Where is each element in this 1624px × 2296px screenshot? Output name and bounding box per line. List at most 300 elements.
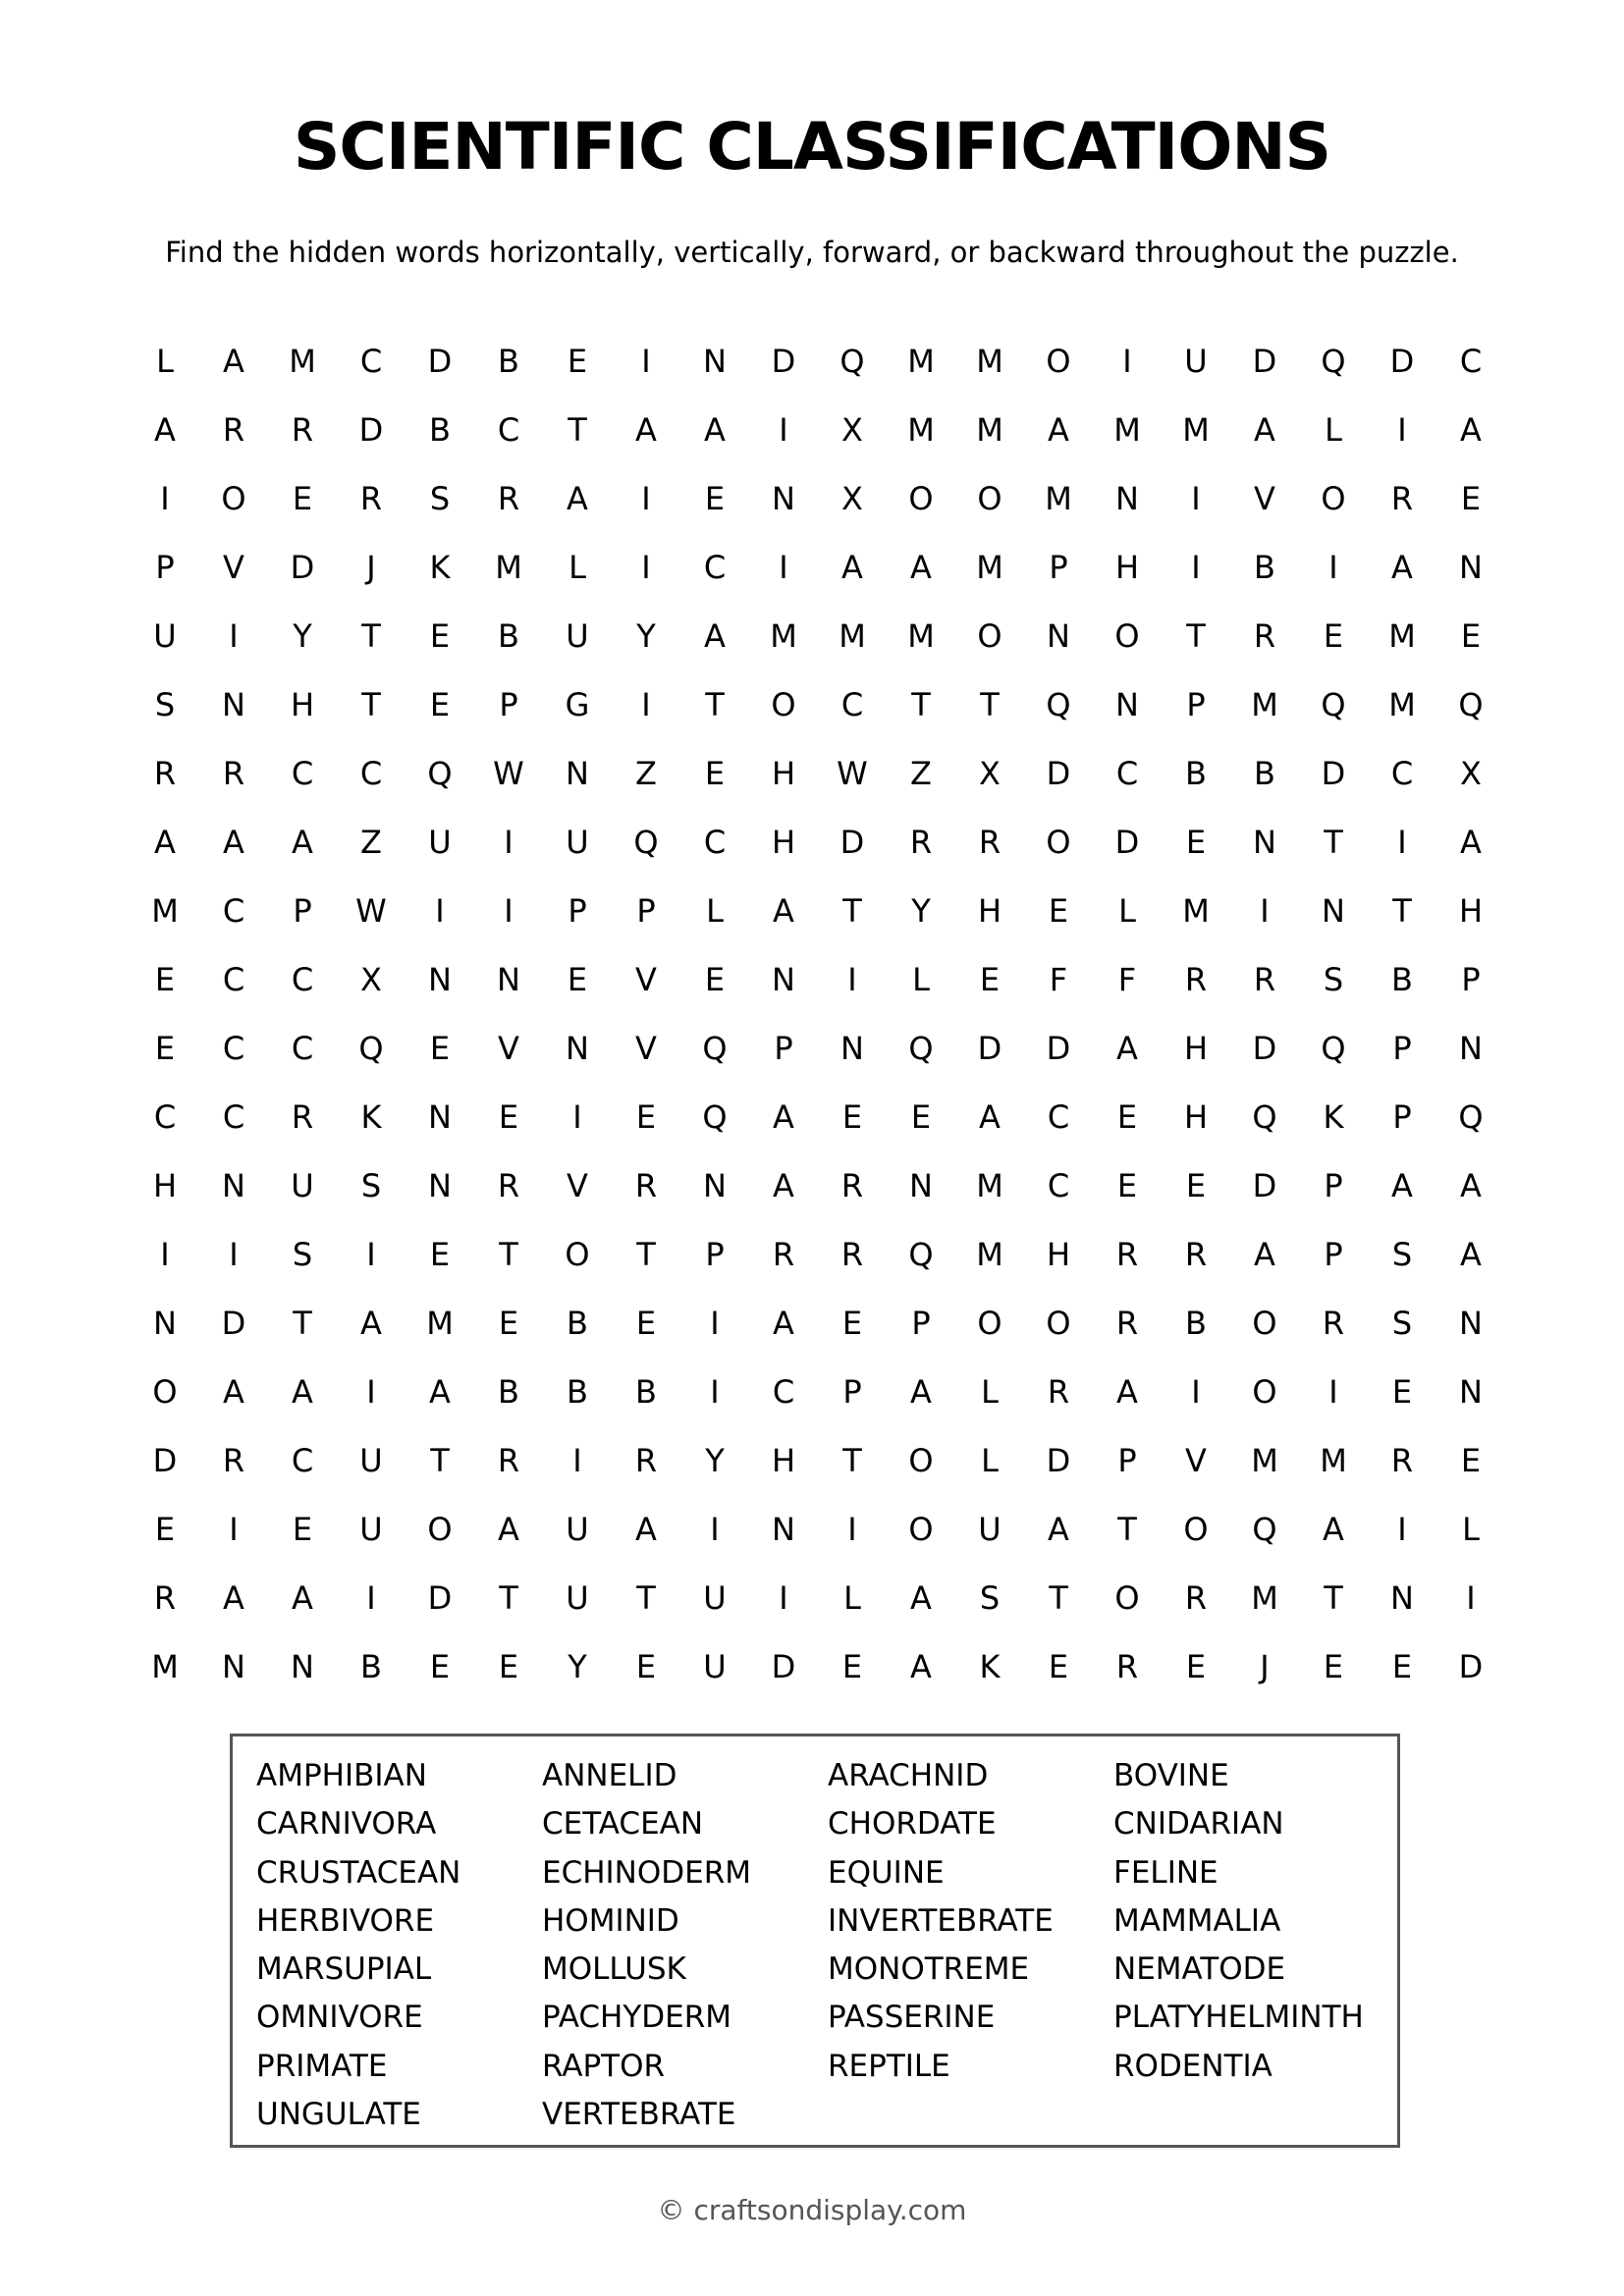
grid-cell: A bbox=[704, 411, 726, 449]
grid-cell: N bbox=[428, 1167, 452, 1204]
grid-cell: O bbox=[1046, 343, 1071, 380]
grid-cell: S bbox=[1323, 961, 1344, 998]
grid-cell: I bbox=[641, 343, 651, 380]
grid-cell: C bbox=[703, 824, 727, 861]
grid-cell: C bbox=[1047, 1098, 1070, 1136]
grid-cell: A bbox=[498, 1511, 519, 1548]
grid-cell: S bbox=[360, 1167, 382, 1204]
grid-cell: M bbox=[1182, 411, 1210, 449]
grid-cell: N bbox=[566, 1030, 589, 1067]
grid-cell: A bbox=[773, 1098, 794, 1136]
grid-cell: Q bbox=[633, 824, 659, 861]
grid-cell: H bbox=[771, 824, 796, 861]
grid-cell: K bbox=[1323, 1098, 1344, 1136]
grid-cell: M bbox=[1113, 411, 1141, 449]
grid-cell: V bbox=[223, 549, 244, 586]
grid-cell: L bbox=[1462, 1511, 1480, 1548]
grid-cell: F bbox=[1117, 961, 1137, 998]
grid-cell: P bbox=[1461, 961, 1481, 998]
grid-cell: R bbox=[497, 480, 520, 517]
grid-cell: C bbox=[291, 1030, 314, 1067]
grid-cell: E bbox=[498, 1098, 519, 1136]
grid-cell: O bbox=[1046, 824, 1071, 861]
grid-cell: E bbox=[1185, 1648, 1207, 1685]
grid-cell: I bbox=[1397, 824, 1407, 861]
grid-cell: T bbox=[293, 1305, 312, 1342]
grid-cell: V bbox=[1185, 1442, 1207, 1479]
grid-cell: H bbox=[1183, 1098, 1209, 1136]
grid-cell: A bbox=[635, 411, 657, 449]
grid-cell: E bbox=[1185, 824, 1207, 861]
grid-cell: L bbox=[843, 1579, 861, 1617]
grid-cell: C bbox=[222, 1098, 245, 1136]
grid-cell: D bbox=[839, 824, 865, 861]
grid-cell: B bbox=[567, 1373, 588, 1411]
grid-cell: W bbox=[493, 755, 524, 792]
grid-cell: H bbox=[977, 892, 1002, 930]
grid-cell: N bbox=[703, 1167, 727, 1204]
grid-cell: A bbox=[1254, 1236, 1275, 1273]
grid-cell: E bbox=[1323, 617, 1344, 655]
grid-cell: S bbox=[1391, 1236, 1413, 1273]
grid-cell: M bbox=[770, 617, 797, 655]
grid-cell: M bbox=[426, 1305, 454, 1342]
grid-cell: I bbox=[1260, 892, 1270, 930]
grid-cell: E bbox=[429, 1236, 451, 1273]
grid-cell: C bbox=[1390, 755, 1414, 792]
grid-cell: U bbox=[291, 1167, 314, 1204]
grid-cell: P bbox=[774, 1030, 793, 1067]
word-list-item: HERBIVORE bbox=[256, 1902, 435, 1939]
puzzle-title: SCIENTIFIC CLASSIFICATIONS bbox=[293, 109, 1331, 185]
grid-cell: E bbox=[292, 1511, 313, 1548]
grid-cell: V bbox=[1254, 480, 1275, 517]
grid-cell: T bbox=[1392, 892, 1412, 930]
grid-cell: G bbox=[565, 686, 590, 723]
grid-cell: N bbox=[222, 1167, 245, 1204]
grid-cell: A bbox=[223, 824, 244, 861]
grid-cell: R bbox=[153, 1579, 177, 1617]
grid-cell: D bbox=[152, 1442, 178, 1479]
grid-cell: C bbox=[291, 961, 314, 998]
word-list-item: CARNIVORA bbox=[256, 1806, 437, 1842]
grid-cell: Q bbox=[1458, 1098, 1484, 1136]
grid-cell: Q bbox=[1458, 686, 1484, 723]
grid-cell: E bbox=[635, 1305, 657, 1342]
grid-cell: Q bbox=[1046, 686, 1071, 723]
grid-cell: I bbox=[229, 617, 239, 655]
grid-cell: O bbox=[977, 480, 1002, 517]
grid-cell: E bbox=[1185, 1167, 1207, 1204]
grid-cell: V bbox=[635, 961, 657, 998]
grid-cell: D bbox=[427, 1579, 453, 1617]
grid-cell: Z bbox=[635, 755, 657, 792]
grid-cell: P bbox=[293, 892, 312, 930]
grid-cell: I bbox=[641, 686, 651, 723]
grid-cell: R bbox=[1253, 617, 1276, 655]
grid-cell: I bbox=[1397, 411, 1407, 449]
word-list-item: INVERTEBRATE bbox=[828, 1902, 1054, 1939]
grid-cell: R bbox=[772, 1236, 795, 1273]
grid-cell: R bbox=[978, 824, 1001, 861]
grid-cell: T bbox=[499, 1579, 518, 1617]
word-list-item: FELINE bbox=[1113, 1854, 1218, 1891]
grid-cell: I bbox=[1191, 1373, 1201, 1411]
grid-cell: Q bbox=[702, 1030, 728, 1067]
grid-cell: M bbox=[495, 549, 522, 586]
grid-cell: I bbox=[160, 1236, 170, 1273]
grid-cell: H bbox=[1183, 1030, 1209, 1067]
grid-cell: N bbox=[772, 480, 795, 517]
grid-cell: T bbox=[361, 686, 381, 723]
grid-cell: Q bbox=[908, 1236, 934, 1273]
grid-cell: E bbox=[429, 1648, 451, 1685]
grid-cell: M bbox=[1388, 686, 1416, 723]
grid-cell: D bbox=[1252, 1167, 1277, 1204]
grid-cell: U bbox=[1184, 343, 1208, 380]
grid-cell: I bbox=[641, 549, 651, 586]
grid-cell: Q bbox=[427, 755, 453, 792]
grid-cell: N bbox=[291, 1648, 314, 1685]
grid-cell: O bbox=[565, 1236, 590, 1273]
grid-cell: Z bbox=[910, 755, 932, 792]
grid-cell: I bbox=[572, 1098, 582, 1136]
grid-cell: E bbox=[1460, 1442, 1482, 1479]
grid-cell: A bbox=[773, 1305, 794, 1342]
grid-cell: U bbox=[703, 1579, 727, 1617]
grid-cell: Q bbox=[358, 1030, 384, 1067]
word-list-item: RODENTIA bbox=[1113, 2048, 1272, 2084]
grid-cell: R bbox=[1184, 1236, 1208, 1273]
grid-cell: E bbox=[704, 961, 726, 998]
grid-cell: E bbox=[154, 1511, 176, 1548]
grid-cell: I bbox=[366, 1236, 376, 1273]
grid-cell: C bbox=[359, 343, 383, 380]
grid-cell: A bbox=[1048, 411, 1069, 449]
grid-cell: C bbox=[772, 1373, 795, 1411]
grid-cell: E bbox=[1391, 1373, 1413, 1411]
grid-cell: R bbox=[1115, 1236, 1139, 1273]
grid-cell: T bbox=[568, 411, 587, 449]
grid-cell: D bbox=[1389, 343, 1415, 380]
grid-cell: R bbox=[222, 1442, 245, 1479]
grid-cell: B bbox=[1254, 755, 1275, 792]
grid-cell: C bbox=[291, 755, 314, 792]
grid-cell: R bbox=[359, 480, 383, 517]
grid-cell: N bbox=[1459, 1030, 1483, 1067]
grid-cell: Q bbox=[1321, 343, 1346, 380]
grid-cell: U bbox=[153, 617, 177, 655]
grid-cell: N bbox=[1459, 549, 1483, 586]
grid-cell: O bbox=[1183, 1511, 1209, 1548]
grid-cell: B bbox=[498, 617, 519, 655]
grid-cell: D bbox=[358, 411, 384, 449]
grid-cell: S bbox=[292, 1236, 313, 1273]
grid-cell: T bbox=[1324, 1579, 1343, 1617]
grid-cell: A bbox=[292, 1373, 313, 1411]
grid-cell: A bbox=[1391, 1167, 1413, 1204]
grid-cell: T bbox=[842, 1442, 862, 1479]
grid-cell: Q bbox=[1321, 686, 1346, 723]
grid-cell: K bbox=[979, 1648, 1001, 1685]
grid-cell: A bbox=[910, 1373, 932, 1411]
grid-cell: I bbox=[779, 411, 788, 449]
grid-cell: Y bbox=[911, 892, 931, 930]
grid-cell: L bbox=[912, 961, 930, 998]
grid-cell: C bbox=[1459, 343, 1483, 380]
grid-cell: M bbox=[907, 617, 935, 655]
word-list-item: UNGULATE bbox=[256, 2097, 421, 2133]
word-list-item: ARACHNID bbox=[828, 1758, 989, 1793]
grid-cell: N bbox=[840, 1030, 864, 1067]
grid-cell: Q bbox=[1252, 1511, 1277, 1548]
grid-cell: P bbox=[1324, 1236, 1343, 1273]
grid-cell: R bbox=[1390, 1442, 1414, 1479]
grid-cell: M bbox=[289, 343, 316, 380]
grid-cell: B bbox=[498, 1373, 519, 1411]
grid-cell: A bbox=[567, 480, 588, 517]
grid-cell: A bbox=[979, 1098, 1001, 1136]
grid-cell: I bbox=[1328, 1373, 1338, 1411]
grid-cell: M bbox=[151, 892, 179, 930]
grid-cell: H bbox=[1458, 892, 1484, 930]
grid-cell: D bbox=[1046, 1030, 1071, 1067]
grid-cell: H bbox=[771, 755, 796, 792]
grid-cell: K bbox=[360, 1098, 382, 1136]
grid-cell: E bbox=[1116, 1167, 1138, 1204]
grid-cell: T bbox=[430, 1442, 450, 1479]
grid-cell: M bbox=[1251, 1579, 1278, 1617]
grid-cell: E bbox=[154, 961, 176, 998]
grid-cell: X bbox=[841, 411, 863, 449]
grid-cell: B bbox=[1391, 961, 1413, 998]
grid-cell: E bbox=[429, 1030, 451, 1067]
grid-cell: A bbox=[292, 824, 313, 861]
word-list-item: CHORDATE bbox=[828, 1806, 997, 1842]
grid-cell: A bbox=[1116, 1030, 1138, 1067]
grid-cell: E bbox=[154, 1030, 176, 1067]
word-list-item: AMPHIBIAN bbox=[256, 1758, 427, 1793]
grid-cell: I bbox=[229, 1511, 239, 1548]
grid-cell: R bbox=[291, 411, 314, 449]
grid-cell: Q bbox=[908, 1030, 934, 1067]
grid-cell: R bbox=[497, 1167, 520, 1204]
word-list-item: PACHYDERM bbox=[542, 2000, 732, 2036]
word-list-box bbox=[230, 1734, 1400, 2148]
grid-cell: U bbox=[566, 617, 589, 655]
grid-cell: R bbox=[1047, 1373, 1070, 1411]
grid-cell: C bbox=[153, 1098, 177, 1136]
word-list-item: HOMINID bbox=[542, 1902, 679, 1939]
grid-cell: M bbox=[1182, 892, 1210, 930]
grid-cell: E bbox=[635, 1098, 657, 1136]
grid-cell: R bbox=[840, 1236, 864, 1273]
grid-cell: U bbox=[566, 824, 589, 861]
grid-cell: S bbox=[979, 1579, 1001, 1617]
grid-cell: Y bbox=[705, 1442, 725, 1479]
grid-cell: D bbox=[1321, 755, 1346, 792]
grid-cell: E bbox=[567, 961, 588, 998]
grid-cell: C bbox=[1047, 1167, 1070, 1204]
grid-cell: N bbox=[1115, 686, 1139, 723]
grid-cell: A bbox=[154, 411, 176, 449]
grid-cell: A bbox=[1460, 1167, 1482, 1204]
grid-cell: A bbox=[1460, 411, 1482, 449]
grid-cell: P bbox=[499, 686, 518, 723]
grid-cell: S bbox=[429, 480, 451, 517]
grid-cell: I bbox=[229, 1236, 239, 1273]
grid-cell: D bbox=[771, 343, 796, 380]
grid-cell: N bbox=[497, 961, 520, 998]
grid-cell: J bbox=[1260, 1648, 1270, 1685]
word-list-item: REPTILE bbox=[828, 2048, 950, 2084]
grid-cell: O bbox=[427, 1511, 453, 1548]
grid-cell: N bbox=[1459, 1305, 1483, 1342]
grid-cell: E bbox=[841, 1098, 863, 1136]
grid-cell: T bbox=[636, 1579, 656, 1617]
grid-cell: N bbox=[222, 1648, 245, 1685]
grid-cell: T bbox=[499, 1236, 518, 1273]
grid-cell: H bbox=[152, 1167, 178, 1204]
grid-cell: H bbox=[290, 686, 315, 723]
grid-cell: A bbox=[773, 892, 794, 930]
grid-cell: C bbox=[222, 1030, 245, 1067]
grid-cell: A bbox=[1048, 1511, 1069, 1548]
word-list-item: MAMMALIA bbox=[1113, 1902, 1281, 1939]
grid-cell: O bbox=[1046, 1305, 1071, 1342]
grid-cell: L bbox=[706, 892, 724, 930]
grid-cell: I bbox=[641, 480, 651, 517]
grid-cell: T bbox=[705, 686, 725, 723]
letter-grid bbox=[131, 327, 1505, 1701]
grid-cell: A bbox=[360, 1305, 382, 1342]
grid-cell: U bbox=[428, 824, 452, 861]
grid-cell: O bbox=[771, 686, 796, 723]
word-list-item: CETACEAN bbox=[542, 1806, 704, 1842]
grid-cell: E bbox=[979, 961, 1001, 998]
grid-cell: E bbox=[704, 755, 726, 792]
word-list-item: PLATYHELMINTH bbox=[1113, 2000, 1364, 2036]
grid-cell: C bbox=[840, 686, 864, 723]
grid-cell: R bbox=[153, 755, 177, 792]
grid-cell: M bbox=[907, 411, 935, 449]
grid-cell: D bbox=[771, 1648, 796, 1685]
grid-cell: M bbox=[1251, 686, 1278, 723]
grid-cell: Y bbox=[293, 617, 312, 655]
grid-cell: L bbox=[1118, 892, 1136, 930]
grid-cell: M bbox=[976, 343, 1003, 380]
grid-cell: I bbox=[1122, 343, 1132, 380]
grid-cell: R bbox=[1115, 1305, 1139, 1342]
grid-cell: A bbox=[910, 1579, 932, 1617]
grid-cell: P bbox=[568, 892, 587, 930]
grid-cell: O bbox=[1252, 1305, 1277, 1342]
grid-cell: E bbox=[910, 1098, 932, 1136]
grid-cell: M bbox=[976, 1167, 1003, 1204]
grid-cell: P bbox=[1392, 1098, 1412, 1136]
grid-cell: L bbox=[568, 549, 586, 586]
word-list-item: EQUINE bbox=[828, 1854, 945, 1891]
grid-cell: P bbox=[1324, 1167, 1343, 1204]
word-list-item: BOVINE bbox=[1113, 1758, 1229, 1793]
grid-cell: I bbox=[710, 1305, 720, 1342]
grid-cell: T bbox=[1049, 1579, 1068, 1617]
grid-cell: L bbox=[1325, 411, 1342, 449]
word-list-item: ANNELID bbox=[542, 1758, 677, 1793]
grid-cell: A bbox=[223, 1579, 244, 1617]
grid-cell: O bbox=[908, 480, 934, 517]
grid-cell: M bbox=[151, 1648, 179, 1685]
grid-cell: O bbox=[977, 617, 1002, 655]
word-list-item: VERTEBRATE bbox=[542, 2097, 736, 2133]
grid-cell: P bbox=[705, 1236, 725, 1273]
grid-cell: O bbox=[1321, 480, 1346, 517]
grid-cell: B bbox=[1254, 549, 1275, 586]
grid-cell: U bbox=[359, 1442, 383, 1479]
grid-cell: A bbox=[1391, 549, 1413, 586]
grid-cell: N bbox=[566, 755, 589, 792]
grid-cell: C bbox=[703, 549, 727, 586]
grid-cell: N bbox=[703, 343, 727, 380]
grid-cell: O bbox=[152, 1373, 178, 1411]
grid-cell: A bbox=[429, 1373, 451, 1411]
grid-cell: P bbox=[1049, 549, 1068, 586]
grid-cell: O bbox=[1114, 1579, 1140, 1617]
grid-cell: M bbox=[1320, 1442, 1347, 1479]
grid-cell: N bbox=[222, 686, 245, 723]
grid-cell: I bbox=[847, 1511, 857, 1548]
grid-cell: I bbox=[435, 892, 445, 930]
grid-cell: E bbox=[635, 1648, 657, 1685]
grid-cell: E bbox=[1460, 480, 1482, 517]
grid-cell: R bbox=[1390, 480, 1414, 517]
word-list-item: CNIDARIAN bbox=[1113, 1806, 1284, 1842]
grid-cell: E bbox=[429, 686, 451, 723]
grid-cell: A bbox=[910, 549, 932, 586]
grid-cell: U bbox=[703, 1648, 727, 1685]
grid-cell: T bbox=[911, 686, 931, 723]
grid-cell: A bbox=[1460, 1236, 1482, 1273]
grid-cell: A bbox=[1254, 411, 1275, 449]
grid-cell: I bbox=[710, 1511, 720, 1548]
grid-cell: X bbox=[360, 961, 382, 998]
grid-cell: B bbox=[635, 1373, 657, 1411]
grid-cell: C bbox=[291, 1442, 314, 1479]
word-list-item: RAPTOR bbox=[542, 2048, 666, 2084]
grid-cell: U bbox=[359, 1511, 383, 1548]
grid-cell: B bbox=[1185, 755, 1207, 792]
grid-cell: N bbox=[1115, 480, 1139, 517]
grid-cell: R bbox=[1184, 961, 1208, 998]
grid-cell: N bbox=[153, 1305, 177, 1342]
grid-cell: E bbox=[567, 343, 588, 380]
grid-cell: I bbox=[779, 549, 788, 586]
grid-cell: M bbox=[1045, 480, 1072, 517]
grid-cell: V bbox=[635, 1030, 657, 1067]
grid-cell: S bbox=[1391, 1305, 1413, 1342]
grid-cell: I bbox=[504, 892, 514, 930]
word-list-item: OMNIVORE bbox=[256, 2000, 423, 2036]
grid-cell: E bbox=[1048, 1648, 1069, 1685]
grid-cell: E bbox=[1116, 1098, 1138, 1136]
grid-cell: V bbox=[498, 1030, 519, 1067]
grid-cell: M bbox=[907, 343, 935, 380]
grid-cell: Y bbox=[636, 617, 656, 655]
grid-cell: B bbox=[567, 1305, 588, 1342]
grid-cell: A bbox=[223, 1373, 244, 1411]
grid-cell: E bbox=[1391, 1648, 1413, 1685]
grid-cell: I bbox=[1328, 549, 1338, 586]
